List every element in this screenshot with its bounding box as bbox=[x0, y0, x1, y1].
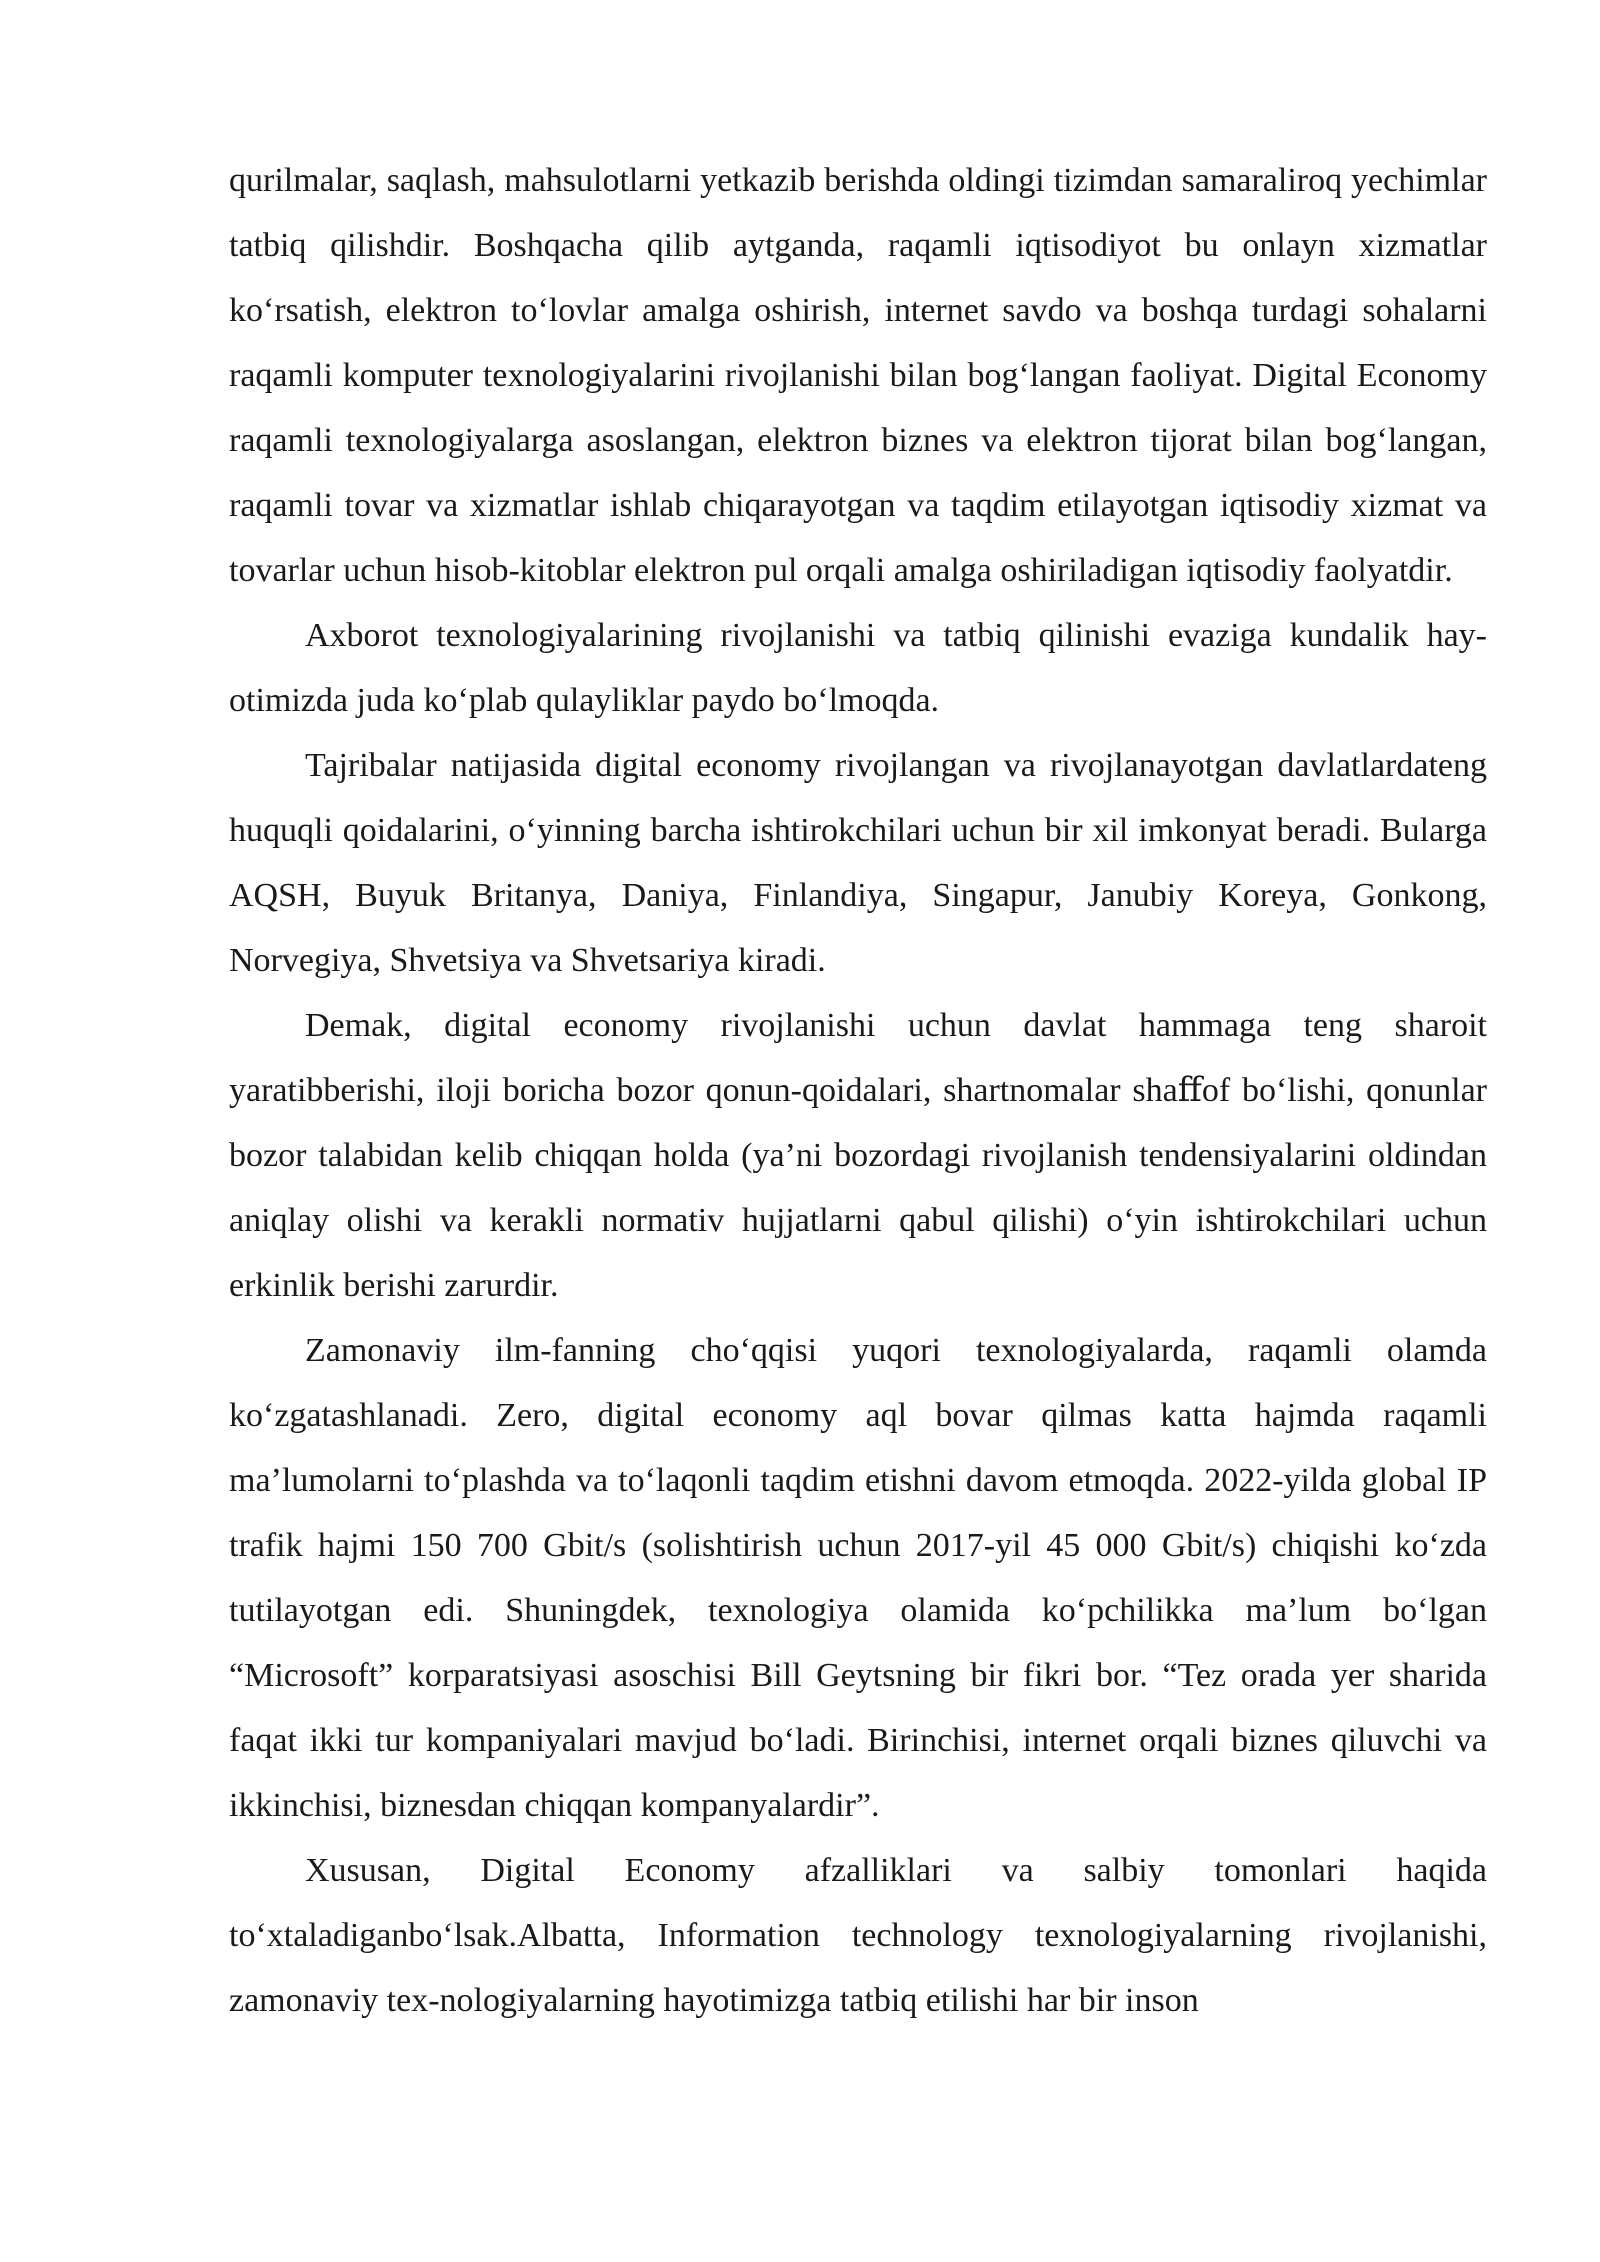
paragraph-4: Demak, digital economy rivojlanishi uchun davlat hammaga teng sharoit yaratibberishi, iloji boricha bozor qonun-qoidalari, shartnomalar shaﬀof bo‘lishi, qonunlar bozor talabidan kelib chiqqan holda (ya’ni bozordagi rivojlanish tendensiyalarini oldindan aniqlay olishi va kerakli normativ hujjatlarni qabul qilishi) o‘yin ishtirokchilari uchun erkinlik berishi zarurdir. bbox=[229, 1007, 1487, 1304]
paragraph-5: Zamonaviy ilm-fanning cho‘qqisi yuqori texnologiyalarda, raqamli olamda ko‘zgatashlanadi. Zero, digital economy aql bovar qilmas katta hajmda raqamli ma’lumolarni to‘plashda va to‘laqonli taqdim etishni davom etmoqda. 2022-yilda global IP trafik hajmi 150 700 Gbit/s (solishtirish uchun 2017-yil 45 000 Gbit/s) chiqishi ko‘zda tutilayotgan edi. Shuningdek, texnologiya olamida ko‘pchilikka ma’lum bo‘lgan “Microsoft” korparatsiyasi asoschisi Bill Geytsning bir fikri bor. “Tez orada yer sharida faqat ikki tur kompaniyalari mavjud bo‘ladi. Birinchisi, internet orqali biznes qiluvchi va ikkinchisi, biznesdan chiqqan kompanyalardir”. bbox=[229, 1332, 1487, 1824]
paragraph-3: Tajribalar natijasida digital economy rivojlangan va rivojlanayotgan davlatlardateng huquqli qoidalarini, o‘yinning barcha ishtirokchilari uchun bir xil imkonyat beradi. Bularga AQSH, Buyuk Britanya, Daniya, Finlandiya, Singapur, Janubiy Koreya, Gonkong, Norvegiya, Shvetsiya va Shvetsariya kiradi. bbox=[229, 747, 1487, 979]
document-body bbox=[229, 148, 1487, 2033]
paragraph-1: qurilmalar, saqlash, mahsulotlarni yetkazib berishda oldingi tizimdan samaraliroq yechimlar tatbiq qilishdir. Boshqacha qilib aytganda, raqamli iqtisodiyot bu onlayn xizmatlar ko‘rsatish, elektron to‘lovlar amalga oshirish, internet savdo va boshqa turdagi sohalarni raqamli komputer texnologiyalarini rivojlanishi bilan bog‘langan faoliyat. Digital Economy raqamli texnologiyalarga asoslangan, elektron biznes va elektron tijorat bilan bog‘langan, raqamli tovar va xizmatlar ishlab chiqarayotgan va taqdim etilayotgan iqtisodiy xizmat va tovarlar uchun hisob-kitoblar elektron pul orqali amalga oshiriladigan iqtisodiy faolyatdir. bbox=[229, 162, 1487, 589]
paragraph-2: Axborot texnologiyalarining rivojlanishi va tatbiq qilinishi evaziga kundalik hay-otimizda juda ko‘plab qulayliklar paydo bo‘lmoqda. bbox=[229, 617, 1487, 719]
paragraph-6: Xususan, Digital Economy afzalliklari va salbiy tomonlari haqida to‘xtaladiganbo‘lsak.Albatta, Information technology texnologiyalarning rivojlanishi, zamonaviy tex-nologiyalarning hayotimizga tatbiq etilishi har bir inson bbox=[229, 1852, 1487, 2019]
